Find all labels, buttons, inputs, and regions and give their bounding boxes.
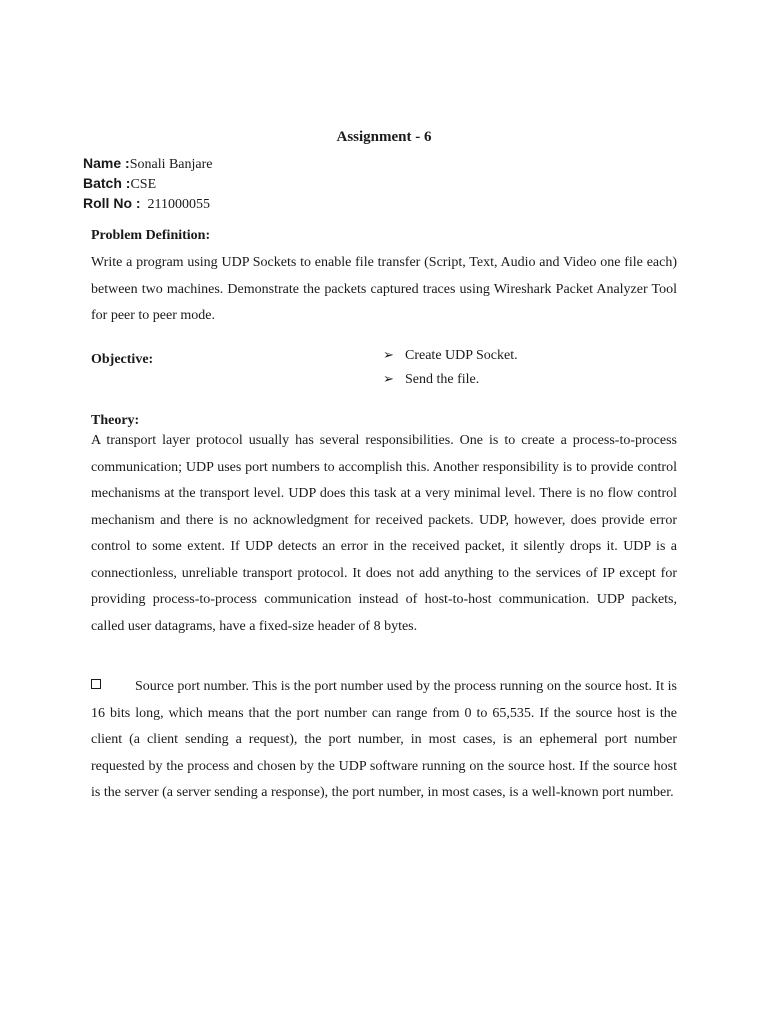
source-port-bullet bbox=[91, 674, 677, 807]
roll-no-value: 211000055 bbox=[147, 197, 211, 212]
objective-item: ➢ Create UDP Socket. bbox=[383, 343, 518, 367]
problem-definition-heading: Problem Definition: bbox=[91, 228, 211, 243]
square-bullet-icon bbox=[91, 679, 101, 689]
name-label: Name : bbox=[83, 155, 130, 171]
student-info bbox=[83, 154, 213, 214]
name-value: Sonali Banjare bbox=[129, 157, 213, 172]
objective-item: ➢ Send the file. bbox=[383, 367, 518, 391]
objective-heading: Objective: bbox=[91, 352, 154, 367]
batch-row bbox=[83, 174, 213, 194]
name-row bbox=[83, 154, 213, 174]
problem-definition-text: Write a program using UDP Sockets to enable file transfer (Script, Text, Audio and Video one file each) between two machines. Demonstrate the packets captured traces using Wireshark Packet Analyzer Tool for peer to peer mode. bbox=[91, 255, 677, 323]
roll-no-label: Roll No : bbox=[83, 195, 141, 211]
theory-heading: Theory: bbox=[91, 413, 140, 428]
document-title: Assignment - 6 bbox=[336, 129, 432, 145]
theory-text: A transport layer protocol usually has several responsibilities. One is to create a process-to-process communication; UDP uses port numbers to accomplish this. Another responsibility is to provide control mechanisms at the transport level. UDP does this task at a very minimal level. There is no flow control mechanism and there is no acknowledgment for received packets. UDP, however, does provide error control to some extent. If UDP detects an error in the received packet, it silently drops it. UDP is a connectionless, unreliable transport protocol. It does not add anything to the services of IP except for providing process-to-process communication instead of host-to-host communication. UDP packets, called user datagrams, have a fixed-size header of 8 bytes. bbox=[91, 433, 677, 634]
objective-list bbox=[383, 343, 518, 391]
arrow-bullet-icon: ➢ bbox=[383, 371, 394, 386]
arrow-bullet-icon: ➢ bbox=[383, 347, 394, 362]
batch-label: Batch : bbox=[83, 175, 131, 191]
source-port-text: Source port number. This is the port number used by the process running on the source host. It is 16 bits long, which means that the port number can range from 0 to 65,535. If the source host is the client (a client sending a request), the port number, in most cases, is an ephemeral port number requested by the process and chosen by the UDP software running on the source host. If the source host is the server (a server sending a response), the port number, in most cases, is a well-known port number. bbox=[91, 679, 677, 800]
roll-no-row bbox=[83, 194, 213, 214]
batch-value: CSE bbox=[130, 177, 157, 192]
